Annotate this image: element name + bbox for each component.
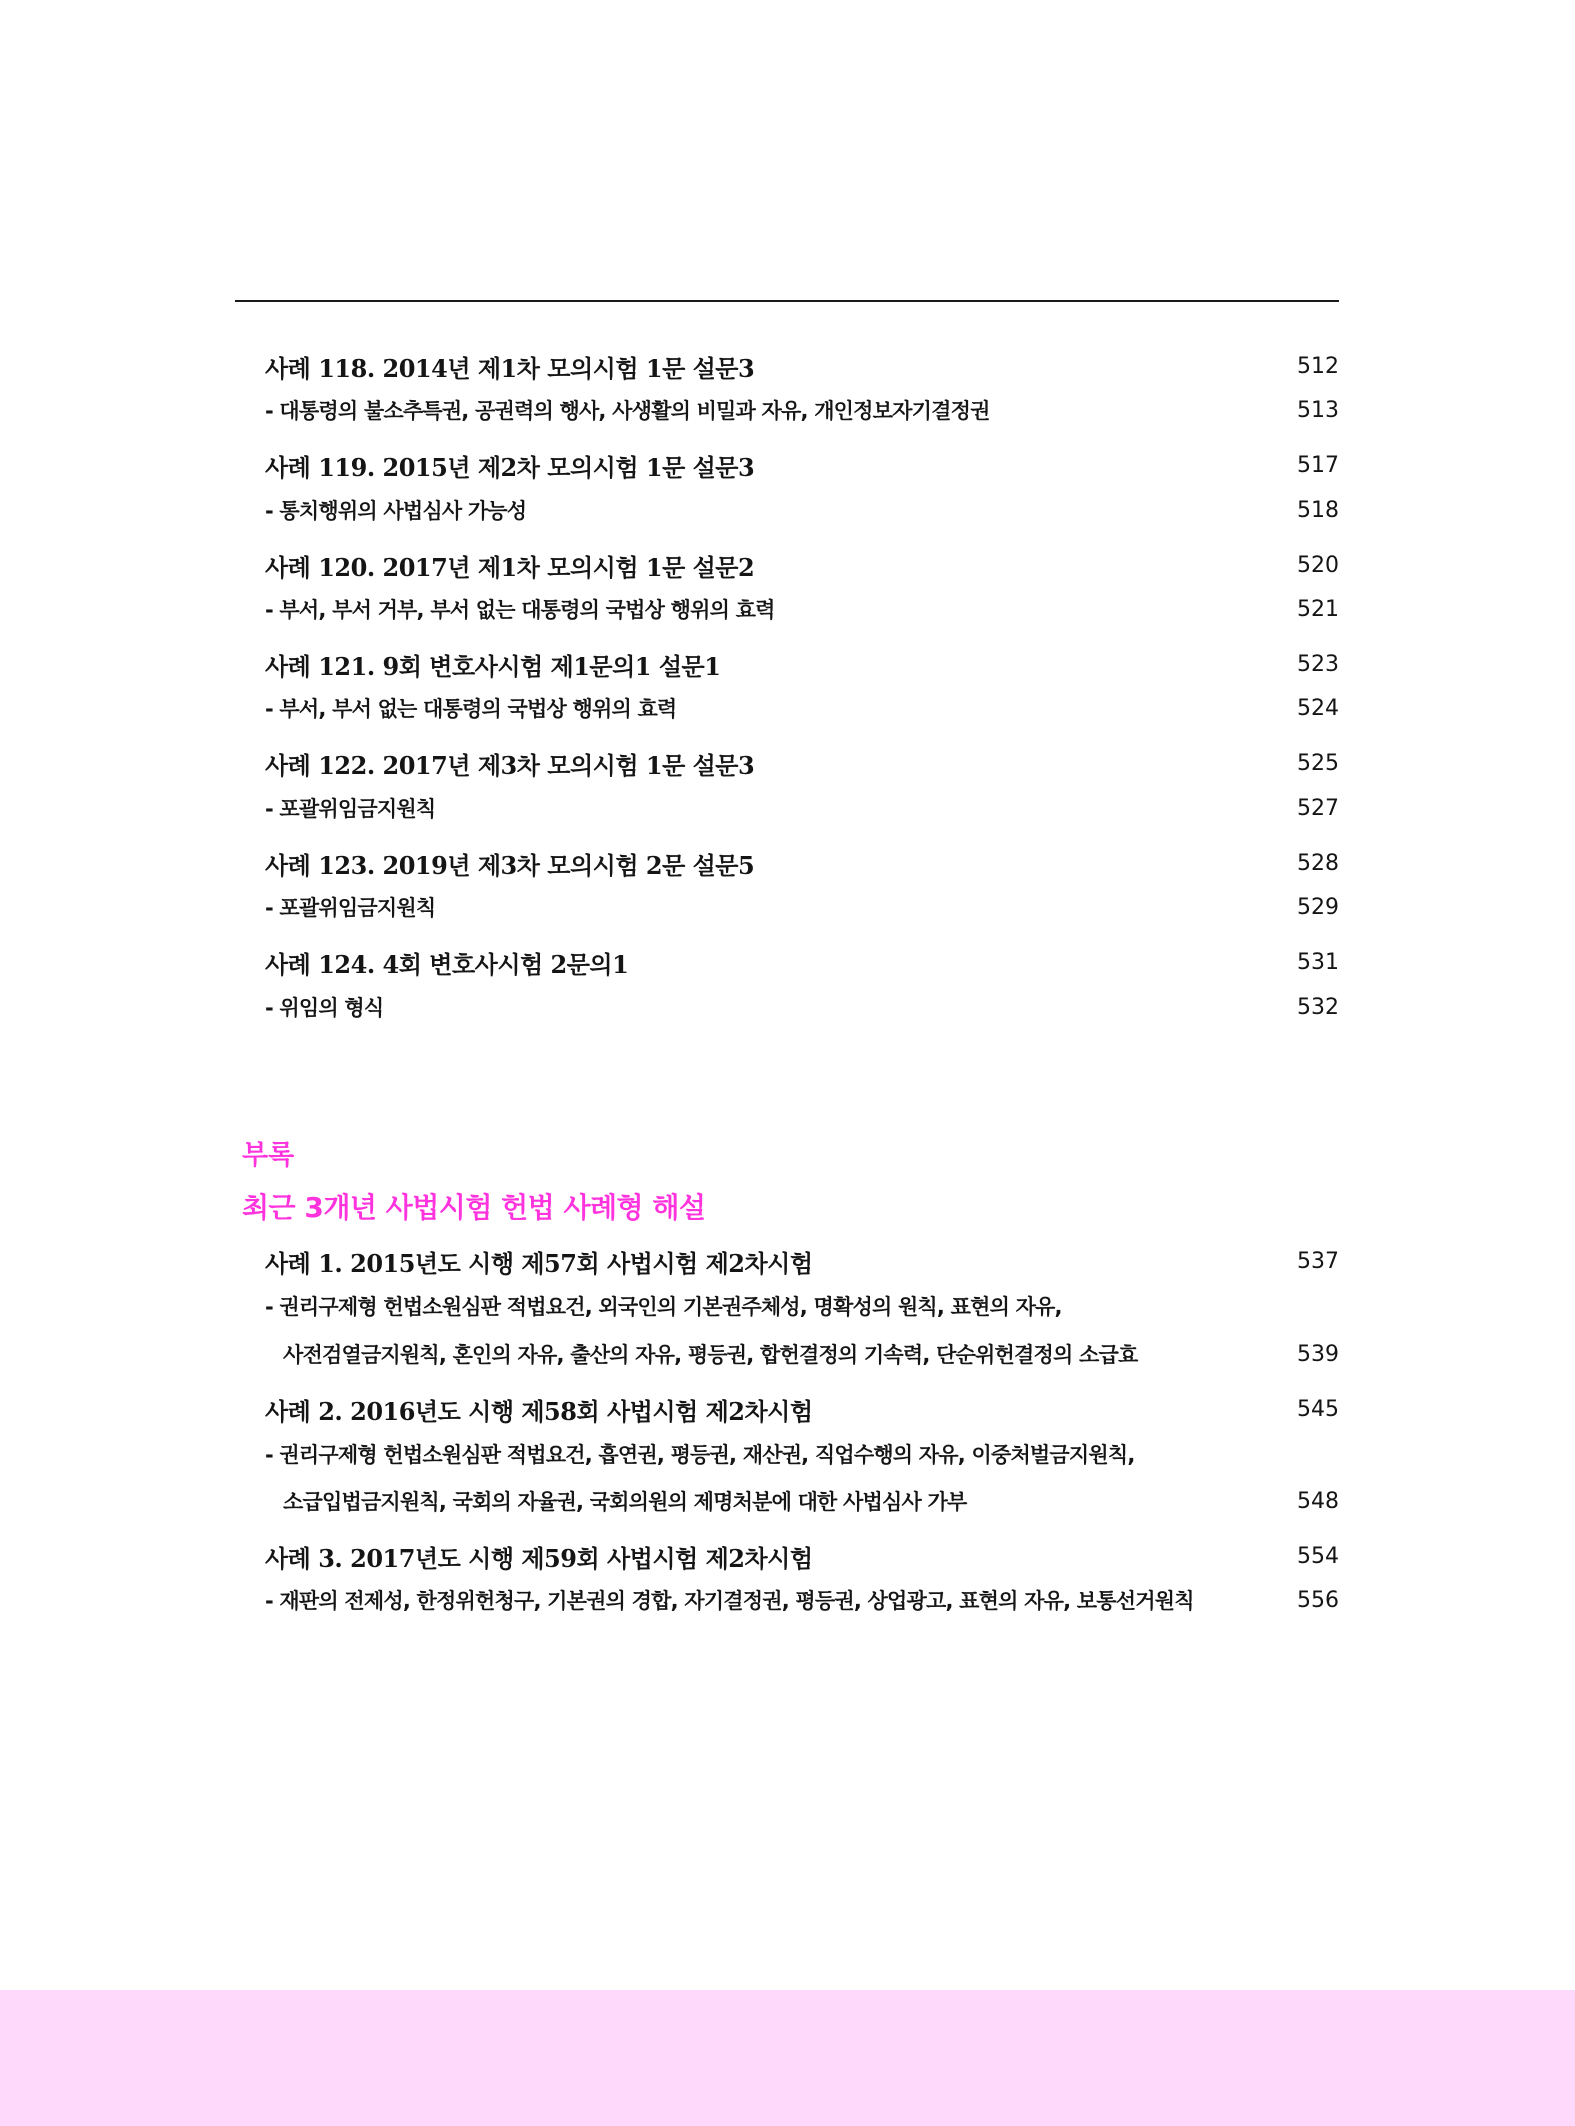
toc-entry-case-119[interactable] xyxy=(265,447,1339,483)
subtopic-text: - 권리구제형 헌법소원심판 적법요건, 외국인의 기본권주체성, 명확성의 원칙, 표현의 자유, xyxy=(265,1295,1062,1319)
footer-band xyxy=(0,1990,1575,2126)
page-number: 518 xyxy=(1297,497,1339,523)
toc-subentry-case-118[interactable] xyxy=(265,392,1339,428)
page-number: 520 xyxy=(1297,552,1339,578)
appendix-title: 최근 3개년 사법시험 헌법 사례형 해설 xyxy=(242,1191,706,1224)
toc-subentry-case-121[interactable] xyxy=(265,690,1339,726)
toc-subentry-case-123[interactable] xyxy=(265,889,1339,925)
toc-subentry-case-120[interactable] xyxy=(265,591,1339,627)
page-number: 517 xyxy=(1297,452,1339,478)
page-number: 525 xyxy=(1297,750,1339,776)
page-number: 528 xyxy=(1297,850,1339,876)
toc-subentry-case-124[interactable] xyxy=(265,989,1339,1025)
subtopic-text: - 위임의 형식 xyxy=(265,996,384,1020)
page-number: 524 xyxy=(1297,695,1339,721)
toc-subentry-appendix-case-3[interactable] xyxy=(265,1582,1339,1618)
toc-subentry-appendix-case-2-line2[interactable] xyxy=(265,1483,1339,1519)
toc-subentry-appendix-case-1-line1[interactable] xyxy=(265,1288,1339,1324)
toc-entry-appendix-case-1[interactable] xyxy=(265,1243,1339,1279)
case-title: 사례 122. 2017년 제3차 모의시험 1문 설문3 xyxy=(265,750,755,780)
subtopic-text: 소급입법금지원칙, 국회의 자율권, 국회의원의 제명처분에 대한 사법심사 가부 xyxy=(283,1490,967,1514)
toc-entry-case-124[interactable] xyxy=(265,944,1339,980)
page-number: 529 xyxy=(1297,894,1339,920)
subtopic-text: - 포괄위임금지원칙 xyxy=(265,797,436,821)
toc-entry-case-118[interactable] xyxy=(265,348,1339,384)
subtopic-text: - 재판의 전제성, 한정위헌청구, 기본권의 경합, 자기결정권, 평등권, 상업광고, 표현의 자유, 보통선거원칙 xyxy=(265,1589,1194,1613)
page-number: 531 xyxy=(1297,949,1339,975)
toc-subentry-appendix-case-1-line2[interactable] xyxy=(265,1336,1339,1372)
toc-entry-case-123[interactable] xyxy=(265,845,1339,881)
page-number: 539 xyxy=(1297,1341,1339,1367)
case-title: 사례 120. 2017년 제1차 모의시험 1문 설문2 xyxy=(265,552,755,582)
case-title: 사례 118. 2014년 제1차 모의시험 1문 설문3 xyxy=(265,353,755,383)
toc-entry-case-122[interactable] xyxy=(265,745,1339,781)
case-title: 사례 119. 2015년 제2차 모의시험 1문 설문3 xyxy=(265,452,755,482)
toc-entry-case-120[interactable] xyxy=(265,547,1339,583)
appendix-label: 부록 xyxy=(242,1140,295,1171)
page-number: 523 xyxy=(1297,651,1339,677)
page-number: 512 xyxy=(1297,353,1339,379)
toc-entry-appendix-case-3[interactable] xyxy=(265,1538,1339,1574)
subtopic-text: - 포괄위임금지원칙 xyxy=(265,896,436,920)
toc-subentry-case-119[interactable] xyxy=(265,492,1339,528)
toc-entry-appendix-case-2[interactable] xyxy=(265,1391,1339,1427)
page-number: 513 xyxy=(1297,397,1339,423)
top-divider xyxy=(235,300,1339,302)
page-number: 554 xyxy=(1297,1543,1339,1569)
subtopic-text: - 부서, 부서 없는 대통령의 국법상 행위의 효력 xyxy=(265,697,677,721)
case-title: 사례 121. 9회 변호사시험 제1문의1 설문1 xyxy=(265,651,721,681)
page-number: 548 xyxy=(1297,1488,1339,1514)
subtopic-text: - 권리구제형 헌법소원심판 적법요건, 흡연권, 평등권, 재산권, 직업수행의 자유, 이중처벌금지원칙, xyxy=(265,1443,1135,1467)
page-number: 532 xyxy=(1297,994,1339,1020)
case-title: 사례 2. 2016년도 시행 제58회 사법시험 제2차시험 xyxy=(265,1396,813,1426)
case-title: 사례 3. 2017년도 시행 제59회 사법시험 제2차시험 xyxy=(265,1543,813,1573)
page-number: 545 xyxy=(1297,1396,1339,1422)
page-number: 537 xyxy=(1297,1248,1339,1274)
page-number: 556 xyxy=(1297,1587,1339,1613)
toc-entry-case-121[interactable] xyxy=(265,646,1339,682)
page-number: 521 xyxy=(1297,596,1339,622)
case-title: 사례 124. 4회 변호사시험 2문의1 xyxy=(265,949,629,979)
subtopic-text: - 부서, 부서 거부, 부서 없는 대통령의 국법상 행위의 효력 xyxy=(265,598,775,622)
case-title: 사례 123. 2019년 제3차 모의시험 2문 설문5 xyxy=(265,850,755,880)
subtopic-text: 사전검열금지원칙, 혼인의 자유, 출산의 자유, 평등권, 합헌결정의 기속력, 단순위헌결정의 소급효 xyxy=(283,1343,1138,1367)
subtopic-text: - 통치행위의 사법심사 가능성 xyxy=(265,499,527,523)
toc-subentry-appendix-case-2-line1[interactable] xyxy=(265,1436,1339,1472)
subtopic-text: - 대통령의 불소추특권, 공권력의 행사, 사생활의 비밀과 자유, 개인정보자기결정권 xyxy=(265,399,990,423)
page-number: 527 xyxy=(1297,795,1339,821)
case-title: 사례 1. 2015년도 시행 제57회 사법시험 제2차시험 xyxy=(265,1248,813,1278)
toc-subentry-case-122[interactable] xyxy=(265,790,1339,826)
